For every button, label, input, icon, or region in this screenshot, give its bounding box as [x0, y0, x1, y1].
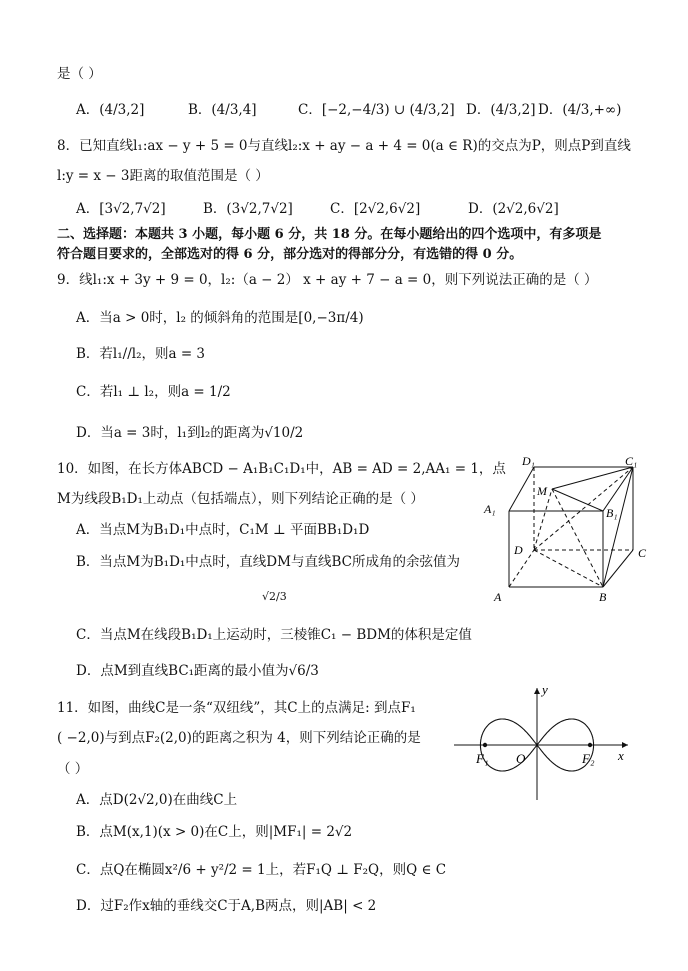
q10-option-c: C．当点M在线段B₁D₁上运动时，三棱锥C₁ − BDM的体积是定值: [76, 627, 472, 643]
q8-stem-line2: l:y = x − 3距离的取值范围是（ ）: [57, 168, 269, 184]
q10-stem-line1: 10．如图，在长方体ABCD − A₁B₁C₁D₁中，AB = AD = 2,AA₁ = 1，点: [57, 461, 506, 477]
label-b1: B₁: [606, 506, 618, 520]
section2-line1: 二、选择题：本题共 3 小题，每小题 6 分，共 18 分。在每小题给出的四个选项中，有多项是: [57, 227, 602, 242]
q7-option-a: A．(4/3,2]: [76, 102, 145, 118]
label-c: C: [638, 546, 647, 560]
q11-option-b: B．点M(x,1)(x > 0)在C上，则|MF₁| = 2√2: [76, 824, 353, 840]
q11-stem-line2: ( −2,0)与到点F₂(2,0)的距离之积为 4，则下列结论正确的是: [57, 730, 421, 746]
label-a: A: [494, 590, 502, 604]
focus-f2-dot: [588, 743, 592, 747]
label-m: M: [537, 484, 547, 498]
q11-stem-line3: （ ）: [57, 761, 89, 777]
q10-stem-line2: M为线段B₁D₁上动点（包括端点），则下列结论正确的是（ ）: [57, 491, 424, 507]
origin-label: O: [516, 751, 526, 766]
q9-option-a: A．当a > 0时，l₂ 的倾斜角的范围是[0,−3π/4): [76, 310, 364, 326]
focus-f1-label: F₁: [476, 751, 489, 766]
q10-option-b-value: √2/3: [262, 590, 287, 603]
q9-stem: 9．线l₁:x + 3y + 9 = 0，l₂:（a − 2） x + ay + 7 − a = 0，则下列说法正确的是（ ）: [57, 272, 598, 288]
axis-label-x: x: [618, 748, 624, 763]
q11-stem-line1: 11．如图，曲线C是一条“双纽线”，其C上的点满足: 到点F₁: [57, 700, 416, 716]
q7-tail: 是（ ）: [57, 66, 102, 82]
axis-label-y: y: [542, 682, 548, 697]
label-a1: A₁: [484, 502, 496, 516]
q7-option-b: B．(4/3,4]: [188, 102, 257, 118]
q8-stem-line1: 8．已知直线l₁:ax − y + 5 = 0与直线l₂:x + ay − a + 4 = 0(a ∈ R)的交点为P，则点P到直线: [57, 138, 631, 154]
q11-option-a: A．点D(2√2,0)在曲线C上: [76, 792, 238, 808]
q11-option-d: D．过F₂作x轴的垂线交C于A,B两点，则|AB| < 2: [76, 898, 377, 914]
q9-option-c: C．若l₁ ⊥ l₂，则a = 1/2: [76, 384, 231, 400]
section2-line2: 符合题目要求的，全部选对的得 6 分，部分选对的得部分分，有选错的得 0 分。: [57, 247, 523, 262]
q10-option-b: B．当点M为B₁D₁中点时，直线DM与直线BC所成角的余弦值为: [76, 554, 460, 570]
q8-option-b: B．(3√2,7√2]: [203, 201, 293, 217]
focus-f1-dot: [483, 743, 487, 747]
q7-option-d: D．(4/3,2]: [466, 102, 536, 118]
focus-f2-label: F₂: [582, 751, 595, 766]
lemniscate-figure: [450, 680, 635, 805]
label-b: B: [599, 590, 607, 604]
cuboid-figure: [478, 455, 663, 605]
q8-option-a: A．[3√2,7√2]: [76, 201, 166, 217]
q7-option-c: C．[−2,−4/3) ∪ (4/3,2]: [298, 102, 455, 118]
q9-option-b: B．若l₁//l₂，则a = 3: [76, 346, 206, 362]
q9-option-d: D．当a = 3时，l₁到l₂的距离为√10/2: [76, 425, 304, 441]
q10-option-a: A．当点M为B₁D₁中点时，C₁M ⊥ 平面BB₁D₁D: [76, 522, 370, 538]
q8-option-c: C．[2√2,6√2]: [330, 201, 421, 217]
q8-option-d: D．(2√2,6√2]: [468, 201, 559, 217]
label-c1: C₁: [625, 455, 638, 468]
label-d: D: [514, 543, 523, 557]
q10-option-d: D．点M到直线BC₁距离的最小值为√6/3: [76, 663, 319, 679]
q11-option-c: C．点Q在椭圆x²/6 + y²/2 = 1上，若F₁Q ⊥ F₂Q，则Q ∈ C: [76, 862, 447, 878]
label-d1: D₁: [522, 455, 535, 468]
q7-option-d2: D．(4/3,+∞): [538, 102, 622, 118]
